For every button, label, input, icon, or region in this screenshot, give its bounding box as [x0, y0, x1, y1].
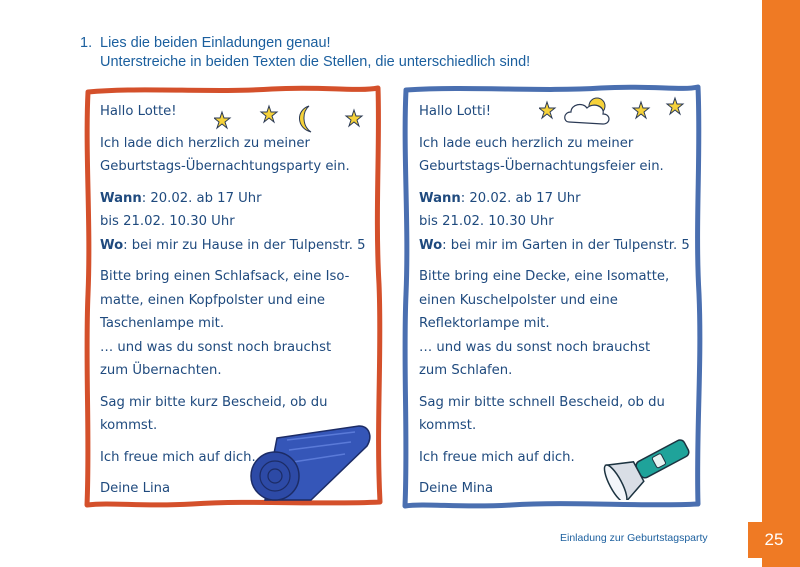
invitation-card-left — [82, 84, 384, 509]
when-label: Wann — [419, 190, 461, 206]
orange-side-bar — [762, 0, 800, 567]
greeting: Hallo Lotti! — [419, 104, 492, 119]
until-line: bis 21.02. 10.30 Uhr — [100, 214, 235, 229]
where-label: Wo — [419, 237, 443, 253]
where-value: : bei mir im Garten in der Tulpenstr. 5 — [442, 237, 690, 253]
bring-line-1: Bitte bring eine Decke, eine Isomatte, — [419, 269, 670, 284]
footer-title: Einladung zur Geburtstagsparty — [560, 532, 708, 544]
page-number: 25 — [748, 522, 800, 558]
bring-line-3: Taschenlampe mit. — [100, 316, 225, 331]
invitation-card-right — [401, 84, 703, 509]
where-value: : bei mir zu Hause in der Tulpenstr. 5 — [123, 237, 366, 253]
reply-line-1: Sag mir bitte schnell Bescheid, ob du — [419, 394, 665, 410]
reply-line-2: kommst. — [419, 418, 477, 433]
reply-line-2: kommst. — [100, 418, 158, 433]
sleeping-mat-icon — [247, 420, 377, 502]
invite-line-2: Geburtstags-Übernachtungsparty ein. — [100, 159, 350, 174]
task-number: 1. — [80, 35, 93, 51]
task-line-2: Unterstreiche in beiden Texten die Stellen, die unterschiedlich sind! — [100, 54, 531, 70]
until-line: bis 21.02. 10.30 Uhr — [419, 214, 554, 229]
reply-line-1: Sag mir bitte kurz Bescheid, ob du — [100, 394, 328, 410]
bring-line-2: einen Kuschelpolster und eine — [419, 292, 618, 308]
task-instruction — [80, 34, 530, 72]
else-line-1: … und was du sonst noch brauchst — [100, 339, 332, 355]
signature: Deine Mina — [419, 481, 494, 496]
joy-line: Ich freue mich auf dich. — [419, 449, 575, 465]
when-value: : 20.02. ab 17 Uhr — [460, 190, 581, 206]
signature: Deine Lina — [100, 481, 171, 496]
flashlight-icon — [601, 430, 701, 500]
invite-line-2: Geburtstags-Übernachtungsfeier ein. — [419, 159, 664, 174]
else-line-1: … und was du sonst noch brauchst — [419, 339, 651, 355]
bring-line-2: matte, einen Kopfpolster und eine — [100, 292, 326, 308]
task-line-1: Lies die beiden Einladungen genau! — [100, 35, 331, 51]
else-line-2: zum Schlafen. — [419, 363, 513, 378]
when-label: Wann — [100, 190, 142, 206]
bring-line-1: Bitte bring einen Schlafsack, eine Iso- — [100, 269, 350, 284]
when-value: : 20.02. ab 17 Uhr — [141, 190, 262, 206]
joy-line: Ich freue mich auf dich. — [100, 449, 256, 465]
where-label: Wo — [100, 237, 124, 253]
invite-line-1: Ich lade dich herzlich zu meiner — [100, 135, 310, 151]
else-line-2: zum Übernachten. — [100, 363, 222, 378]
invite-line-1: Ich lade euch herzlich zu meiner — [419, 135, 634, 151]
greeting: Hallo Lotte! — [100, 104, 177, 119]
bring-line-3: Reflektorlampe mit. — [419, 316, 550, 331]
